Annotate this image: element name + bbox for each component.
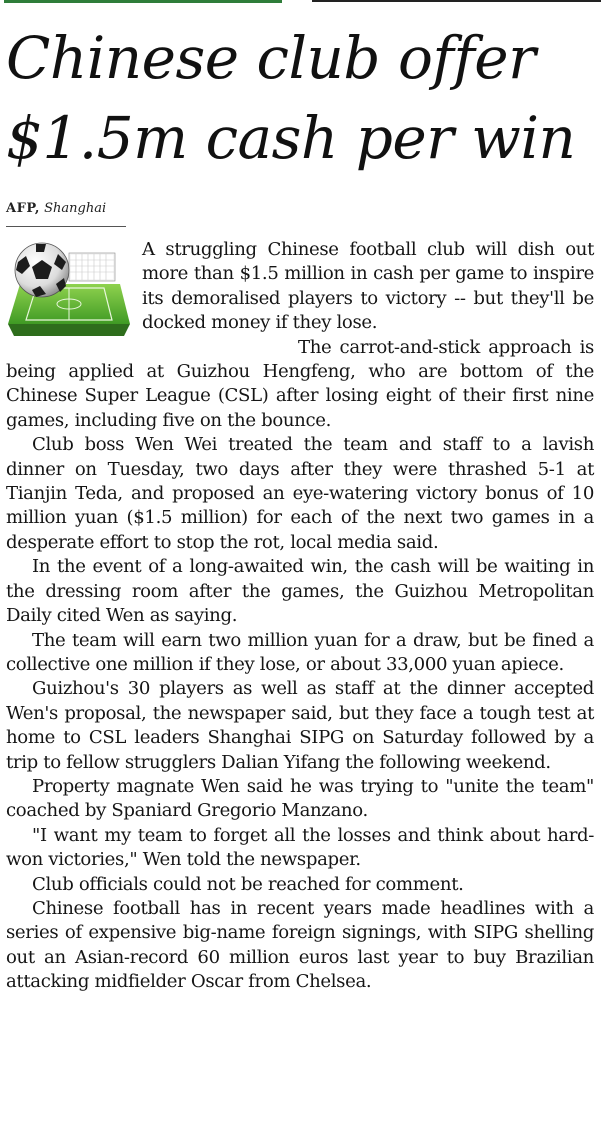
article-paragraph: "I want my team to forget all the losses and think about hard-won victories," Wen told the newspaper. — [6, 824, 594, 871]
article-paragraph: The carrot-and-stick approach is being applied at Guizhou Hengfeng, who are bottom of the Chinese Super League (CSL) after losing eight of their first nine games, including five on the bounce. — [6, 336, 594, 431]
top-rule-green — [4, 0, 282, 3]
article-paragraph: Chinese football has in recent years made headlines with a series of expensive big-name foreign signings, with SIPG shelling out an Asian-record 60 million euros last year to buy Brazilian attacking midfielder Oscar from Chelsea. — [6, 897, 594, 993]
article-paragraph: Property magnate Wen said he was trying to "unite the team" coached by Spaniard Gregorio Manzano. — [6, 775, 594, 822]
article-paragraph: Guizhou's 30 players as well as staff at the dinner accepted Wen's proposal, the newspaper said, but they face a tough test at home to CSL leaders Shanghai SIPG on Saturday followed by a trip to fellow strugglers Dalian Yifang the following weekend. — [6, 678, 594, 773]
byline — [6, 201, 106, 216]
byline-agency: AFP, — [6, 201, 40, 216]
byline-rule — [6, 226, 126, 227]
headline — [6, 18, 598, 178]
article-paragraph: The team will earn two million yuan for a draw, but be fined a collective one million if they lose, or about 33,000 yuan apiece. — [6, 629, 594, 675]
byline-city: Shanghai — [44, 201, 107, 216]
headline-line-2: $1.5m cash per win — [6, 104, 576, 172]
soccer-field-icon — [6, 240, 132, 338]
top-rule-dark — [312, 0, 601, 2]
article-paragraph: A struggling Chinese football club will dish out more than $1.5 million in cash per game to inspire its demoralised players to victory -- but they'll be docked money if they lose. — [142, 239, 594, 334]
article-paragraph: In the event of a long-awaited win, the cash will be waiting in the dressing room after the games, the Guizhou Metropolitan Daily cited Wen as saying. — [6, 556, 594, 627]
article-paragraph: Club boss Wen Wei treated the team and staff to a lavish dinner on Tuesday, two days after they were thrashed 5-1 at Tianjin Teda, and proposed an eye-watering victory bonus of 10 million yuan ($1.5 million) for each of the next two games in a desperate effort to stop the rot, local media said. — [6, 434, 594, 553]
article-body — [6, 238, 594, 995]
article-paragraph: Club officials could not be reached for comment. — [32, 873, 464, 895]
headline-line-1: Chinese club offer — [6, 24, 536, 92]
